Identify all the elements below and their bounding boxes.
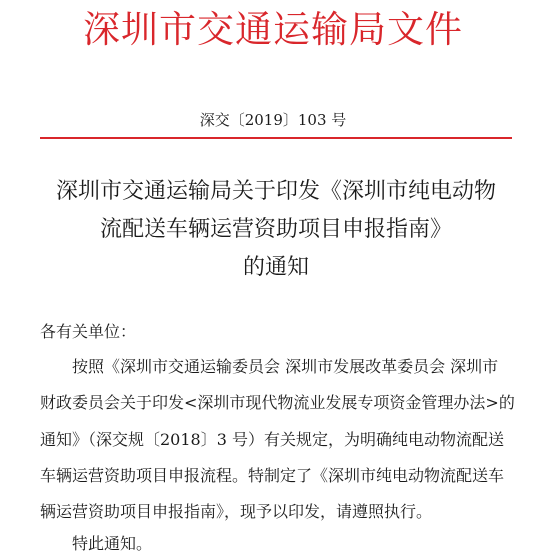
document-header-title: 深圳市交通运输局文件 — [83, 8, 463, 51]
body-text-line: 财政委员会关于印发<深圳市现代物流业发展专项资金管理办法>的 — [40, 393, 515, 412]
notice-title-line-3: 的通知 — [242, 255, 309, 280]
closing-text: 特此通知。 — [72, 534, 153, 553]
salutation: 各有关单位： — [40, 322, 137, 341]
body-text-line: 按照《深圳市交通运输委员会 深圳市发展改革委员会 深圳市 — [72, 357, 499, 376]
notice-title-line-1: 深圳市交通运输局关于印发《深圳市纯电动物 — [55, 179, 496, 204]
body-text-line: 辆运营资助项目申报指南》，现予以印发，请遵照执行。 — [40, 502, 433, 521]
document-number: 深交〔2019〕103 号 — [199, 111, 347, 129]
notice-title-line-2: 流配送车辆运营资助项目申报指南》 — [99, 217, 452, 242]
body-text-line: 车辆运营资助项目申报流程。特制定了《深圳市纯电动物流配送车 — [40, 466, 505, 485]
header-red-rule — [40, 137, 512, 139]
body-text-line: 通知》（深交规〔2018〕3 号）有关规定，为明确纯电动物流配送 — [40, 430, 504, 449]
